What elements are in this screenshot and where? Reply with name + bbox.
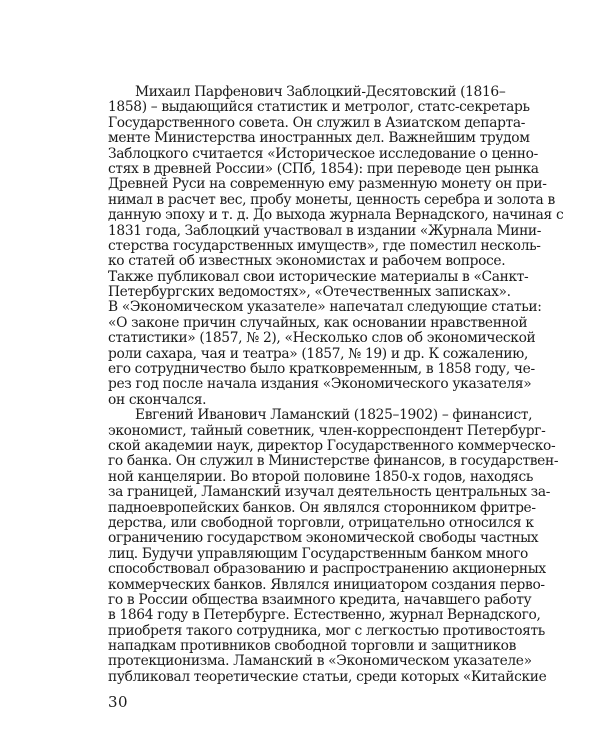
text-line: Заблоцкого считается «Историческое исследование о ценно- (108, 145, 538, 162)
text-line: менте Министерства иностранных дел. Важнейшим трудом (108, 130, 530, 147)
text-line: его сотрудничество было кратковременным, в 1858 году, че- (108, 361, 535, 378)
text-line: Евгений Иванович Ламанский (1825–1902) – финансист, (135, 407, 533, 424)
first-word: Михаил Парфенович Заблоцкий-Десятовский (1816– (135, 84, 506, 100)
text-line: Древней Руси на современную ему разменную монету он при- (108, 176, 547, 193)
text-line: коммерческих банков. Являлся инициатором создания перво- (108, 576, 545, 593)
text-line: стях в древней России» (СПб, 1854): при переводе цен рынка (108, 160, 539, 177)
text-line: роли сахара, чая и театра» (1857, № 19) и др. К сожалению, (108, 345, 528, 362)
text-line: ограничению государством экономической свободы частных (108, 530, 539, 547)
text-line: го в России общества взаимного кредита, начавшего работу (108, 591, 532, 608)
text-line: приобретя такого сотрудника, мог с легкостью противостоять (108, 622, 545, 639)
page-number: 30 (108, 693, 129, 711)
text-line: нимал в расчет вес, пробу монеты, ценность серебра и золота в (108, 191, 555, 208)
text-line: Также публиковал свои исторические материалы в «Санкт- (108, 268, 529, 285)
paragraph-lamansky (108, 407, 559, 685)
text-line: падноевропейских банков. Он являлся сторонником фритре- (108, 499, 536, 516)
text-line: Государственного совета. Он служил в Азиатском департа- (108, 114, 526, 131)
text-line: 1831 года, Заблоцкий участвовал в издании «Журнала Мини- (108, 222, 542, 239)
text-line: нападкам противников свободной торговли и защитников (108, 638, 516, 655)
text-line: данную эпоху и т. д. До выхода журнала Вернадского, начиная с (108, 207, 564, 224)
text-line: ко статей об известных экономистах и рабочем вопросе. (108, 253, 506, 270)
text-line: способствовал образованию и распространению акционерных (108, 561, 546, 578)
text-line: стерства государственных имуществ», где поместил несколь- (108, 237, 541, 254)
text-line: 1858) – выдающийся статистик и метролог, статс-секретарь (108, 99, 530, 116)
text-line: публиковал теоретические статьи, среди которых «Китайские (108, 668, 547, 685)
text-line: Петербургских ведомостях», «Отечественных записках». (108, 284, 511, 301)
text-line: В «Экономическом указателе» напечатал следующие статьи: (108, 299, 542, 316)
text-line: протекционизма. Ламанский в «Экономическом указателе» (108, 653, 532, 670)
text-line: дерства, или свободной торговли, отрицательно относился к (108, 514, 534, 531)
text-line: ной канцелярии. Во второй половине 1850-х годов, находясь (108, 468, 533, 485)
text-line: го банка. Он служил в Министерстве финансов, в государствен- (108, 453, 559, 470)
text-line: «О законе причин случайных, как основании нравственной (108, 314, 528, 331)
text-line (108, 84, 506, 100)
text-line: рез год после начала издания «Экономического указателя» (108, 376, 532, 393)
text-line: он скончался. (108, 391, 207, 408)
text-line: за границей, Ламанский изучал деятельность центральных за- (108, 484, 551, 501)
text-line: лиц. Будучи управляющим Государственным банком много (108, 545, 528, 562)
text-line: статистики» (1857, № 2), «Несколько слов об экономической (108, 330, 536, 347)
body-text (108, 84, 564, 685)
text-line: экономист, тайный советник, член-корреспондент Петербург- (108, 422, 546, 439)
text-line: ской академии наук, директор Государственного коммерческо- (108, 437, 556, 454)
text-line: в 1864 году в Петербурге. Естественно, журнал Вернадского, (108, 607, 541, 624)
paragraph-zablotsky (108, 84, 564, 408)
